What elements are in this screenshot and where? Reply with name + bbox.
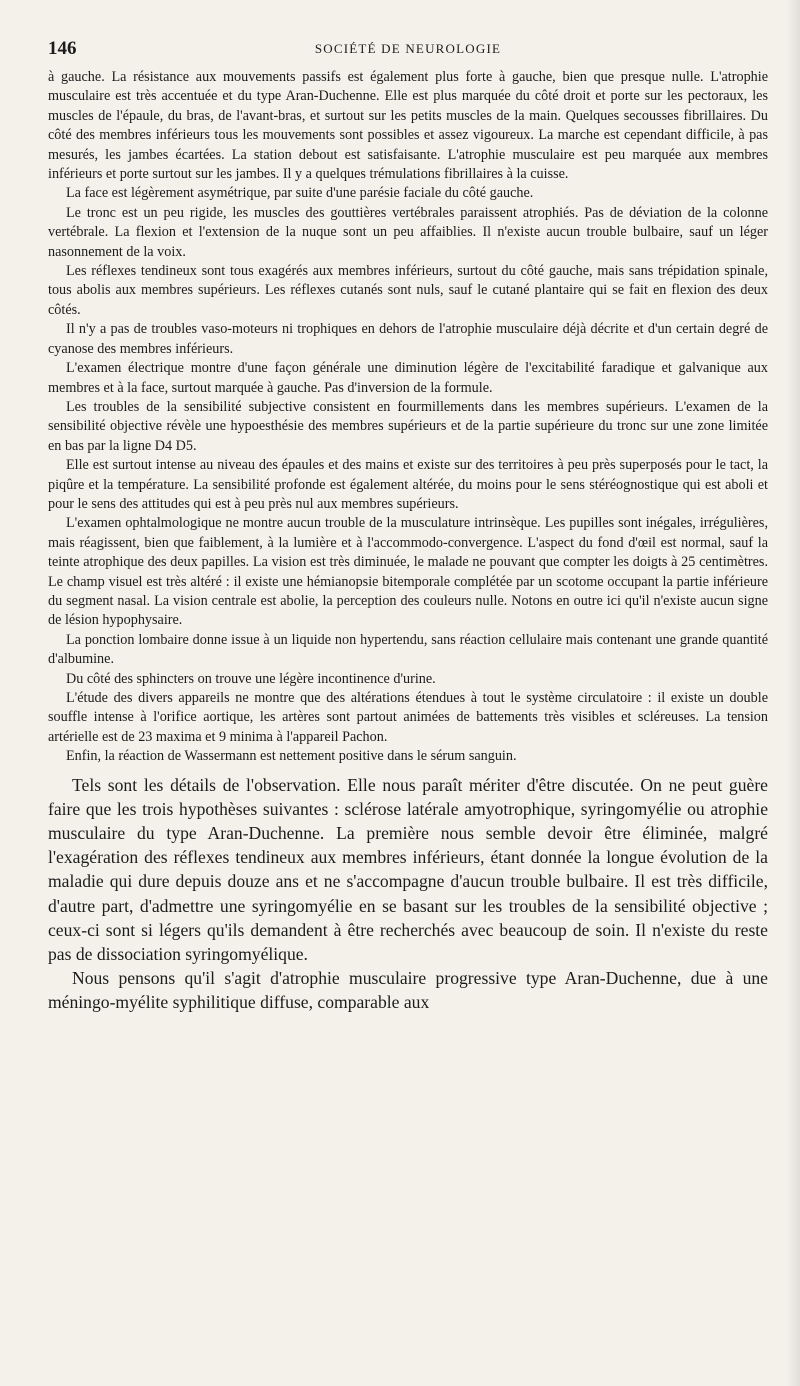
paragraph: Il n'y a pas de troubles vaso-moteurs ni trophiques en dehors de l'atrophie musculaire déjà décrite et d'un certain degré de cyanose des membres inférieurs. <box>48 321 768 357</box>
paragraph: L'examen électrique montre d'une façon générale une diminution légère de l'excitabilité faradique et galvanique aux membres et à la face, surtout marquée à gauche. Pas d'inversion de la formule. <box>48 360 768 396</box>
paragraph: La ponction lombaire donne issue à un liquide non hypertendu, sans réaction cellulaire mais contenant une grande quantité d'albumine. <box>48 631 768 668</box>
paragraph: Les réflexes tendineux sont tous exagérés aux membres inférieurs, surtout du côté gauche, mais sans trépidation spinale, tous abolis aux membres supérieurs. Les réflexes cutanés sont nuls, sauf le cutané plantaire qui se fait en flexion des deux côtés. <box>48 263 768 318</box>
observation-text <box>48 68 768 767</box>
running-head: SOCIÉTÉ DE NEUROLOGIE <box>314 41 502 56</box>
discussion-text <box>48 773 768 1015</box>
paragraph: La face est légèrement asymétrique, par suite d'une parésie faciale du côté gauche. <box>66 185 534 202</box>
page-number: 146 <box>48 38 77 59</box>
page-edge-shadow <box>786 0 800 1386</box>
page <box>48 38 768 1015</box>
paragraph: Le tronc est un peu rigide, les muscles des gouttières vertébrales paraissent atrophiés. Pas de déviation de la colonne vertébrale. La flexion et l'extension de la nuque sont un peu affaiblies. Il n'existe aucun trouble bulbaire, sauf un léger nasonnement de la voix. <box>48 204 768 260</box>
paragraph: L'étude des divers appareils ne montre que des altérations étendues à tout le système circulatoire : il existe un double souffle intense à l'orifice aortique, les artères sont partout animées de battements très visibles et scléreuses. La tension artérielle est de 23 maxima et 9 minima à l'appareil Pachon. <box>48 690 768 745</box>
paragraph: Les troubles de la sensibilité subjective consistent en fourmillements dans les membres supérieurs. L'examen de la sensibilité objective révèle une hypoesthésie des membres supérieurs et de la partie supérieure du tronc sur une zone limitée en bas par la ligne D4 D5. <box>48 398 768 454</box>
paragraph: Enfin, la réaction de Wassermann est nettement positive dans le sérum sanguin. <box>66 748 517 765</box>
paragraph: à gauche. La résistance aux mouvements passifs est également plus forte à gauche, bien que presque nulle. L'atrophie musculaire est très accentuée et du type Aran-Duchenne. Elle est plus marquée du côté droit et porte sur les pectoraux, les muscles de l'épaule, du bras, de l'avant-bras, et surtout sur les petits muscles de la main. Quelques secousses fibrillaires. Du côté des membres inférieurs tous les mouvements sont possibles et assez vigoureux. La marche est cependant difficile, à pas mesurés, les jambes écartées. La station debout est satisfaisante. L'atrophie musculaire est peu marquée aux membres inférieurs et porte surtout sur les jambes. Il y a quelques trémulations fibrillaires à la cuisse. <box>48 69 768 183</box>
paragraph: Du côté des sphincters on trouve une légère incontinence d'urine. <box>66 670 436 687</box>
paragraph: L'examen ophtalmologique ne montre aucun trouble de la musculature intrinsèque. Les pupilles sont inégales, irrégulières, mais réagissent, bien que faiblement, à la lumière et à l'accommodo-convergence. L'aspect du fond d'œil est normal, sauf la teinte atrophique des deux papilles. La vision est très diminuée, le malade ne pouvant que compter les doigts à 25 centimètres. Le champ visuel est très altéré : il existe une hémianopsie bitemporale complétée par un scotome occupant la partie inférieure du segment nasal. La vision centrale est abolie, la perception des couleurs nulle. Notons en outre ici qu'il n'existe aucun signe de lésion hypophysaire. <box>48 515 768 629</box>
paragraph: Elle est surtout intense au niveau des épaules et des mains et existe sur des territoires à peu près superposés pour le tact, la piqûre et la température. La sensibilité profonde est également altérée, du moins pour le sens stéréognostique qui est aboli et pour le sens des attitudes qui est à peu près nul aux membres supérieurs. <box>48 457 768 512</box>
paragraph: Tels sont les détails de l'observation. Elle nous paraît mériter d'être discutée. On ne peut guère faire que les trois hypothèses suivantes : sclérose latérale amyotrophique, syringomyélie ou atrophie musculaire du type Aran-Duchenne. La première nous semble devoir être éliminée, malgré l'exagération des réflexes tendineux aux membres inférieurs, étant donnée la longue évolution de la maladie qui dure depuis douze ans et ne s'accompagne d'aucun trouble bulbaire. Il est très difficile, d'autre part, d'admettre une syringomyélie en se basant sur les troubles de la sensibilité objective ; ceux-ci sont si légers qu'ils demandent à être recherchés avec beaucoup de soin. Il n'existe du reste pas de dissociation syringomyélique. <box>48 774 768 965</box>
paragraph: Nous pensons qu'il s'agit d'atrophie musculaire progressive type Aran-Duchenne, due à une méningo-myélite syphilitique diffuse, comparable aux <box>48 968 768 1013</box>
page-header <box>48 38 768 68</box>
